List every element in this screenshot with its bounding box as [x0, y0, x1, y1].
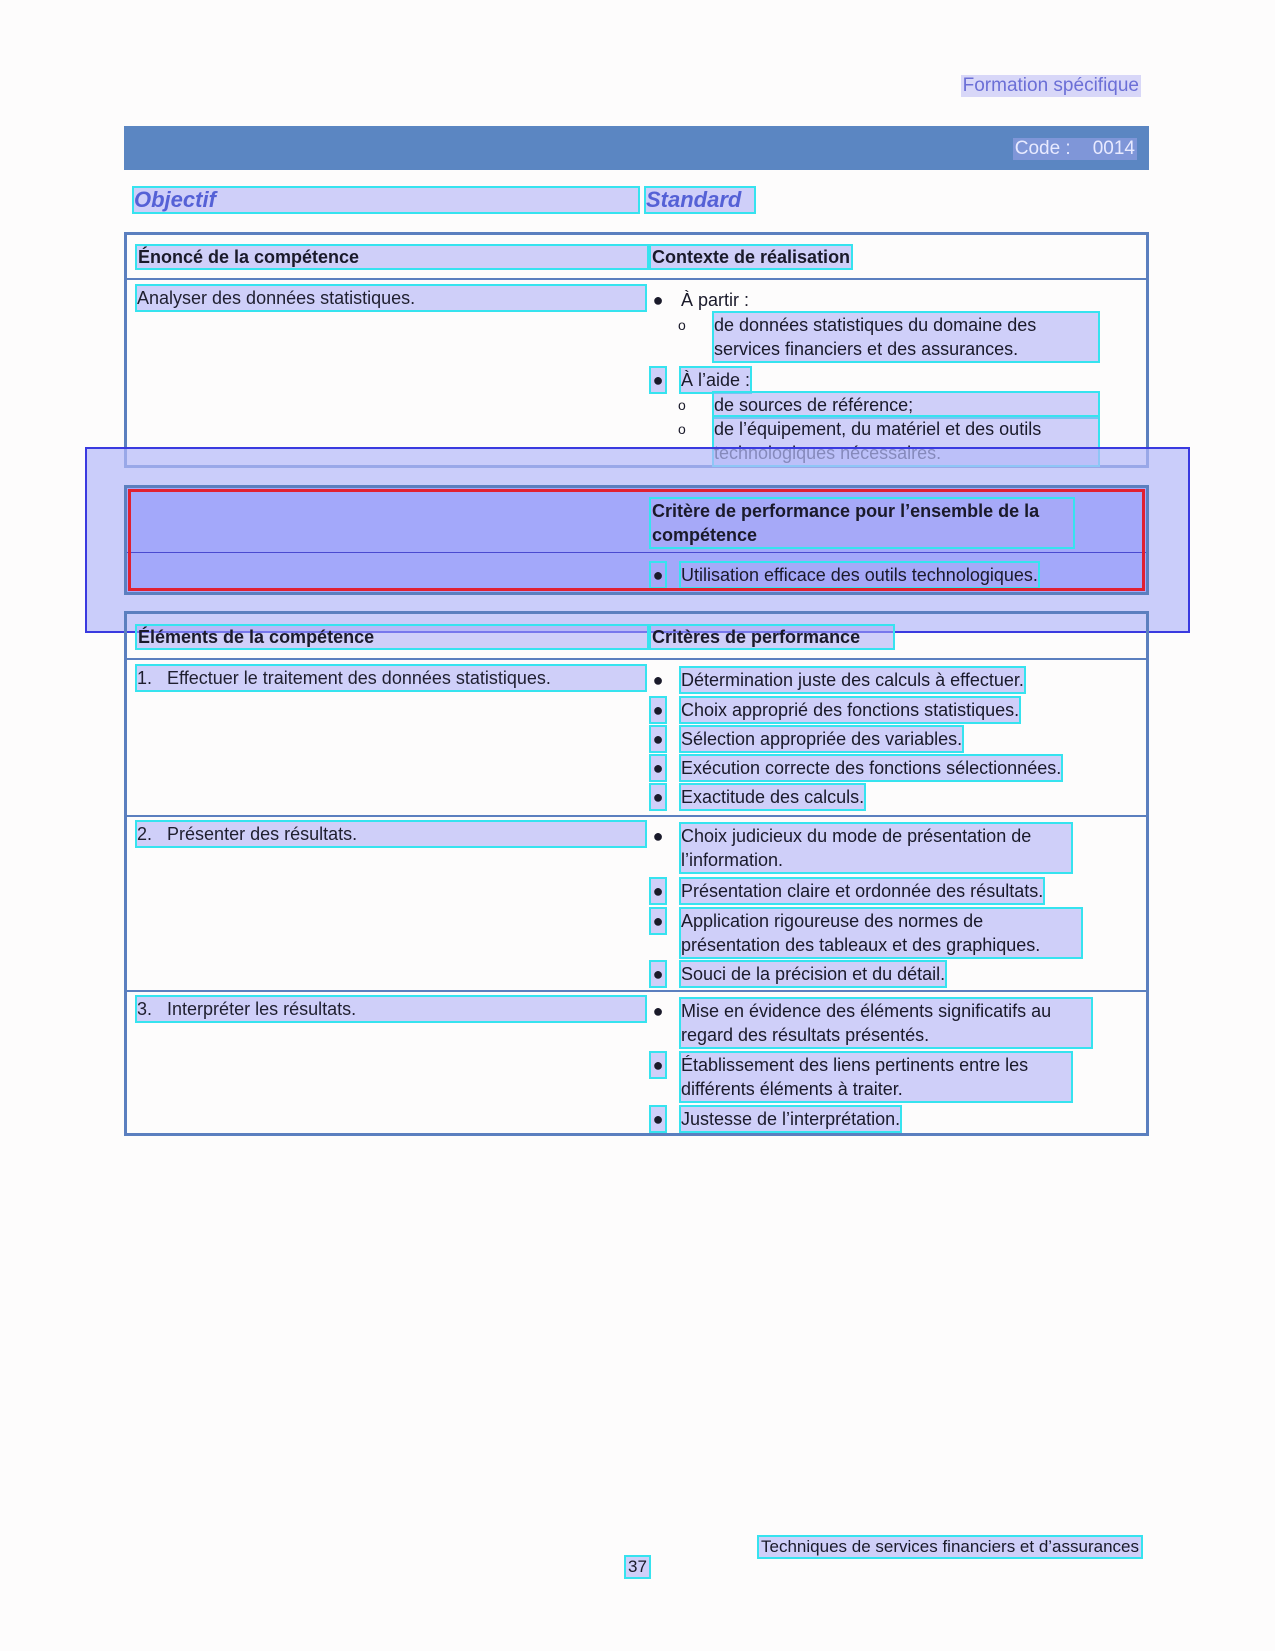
code-prefix: Code :: [1014, 138, 1071, 159]
standard-title: Standard: [646, 188, 754, 212]
criterion-item: [651, 727, 962, 751]
bullet-icon: ●: [652, 1055, 664, 1075]
bullet-icon: ●: [652, 826, 664, 846]
overall-criteria-text: Utilisation efficace des outils technologiques.: [681, 565, 1038, 585]
criterion-text: Exactitude des calculs.: [681, 787, 865, 807]
elements-header: Éléments de la compétence: [137, 626, 647, 648]
divider: [127, 278, 1146, 280]
overall-criteria-header: Critère de performance pour l’ensemble de la compétence: [651, 499, 1073, 547]
criterion-text: Justesse de l’interprétation.: [681, 1109, 901, 1129]
criterion-item: [651, 1053, 1071, 1101]
criterion-text: Application rigoureuse des normes de présentation des tableaux et des graphiques.: [681, 909, 1081, 957]
element-text: Présenter des résultats.: [167, 824, 358, 844]
competence-table: [124, 232, 1149, 468]
elements-table: [124, 611, 1149, 1136]
context-subitem: [678, 393, 1098, 417]
element-item: [137, 822, 645, 846]
bullet-icon: ●: [652, 1001, 664, 1021]
context-header: Contexte de réalisation: [652, 247, 851, 267]
competence-statement: Analyser des données statistiques.: [137, 286, 645, 310]
circle-bullet-icon: o: [678, 421, 686, 437]
context-subitem-text: de données statistiques du domaine des services financiers et des assurances.: [714, 313, 1098, 361]
criterion-item: [651, 909, 1081, 957]
criterion-text: Choix judicieux du mode de présentation de l’information.: [681, 824, 1071, 872]
circle-bullet-icon: o: [678, 317, 686, 333]
criterion-item: [651, 1107, 900, 1131]
criterion-item: [651, 698, 1019, 722]
page-number: 37: [628, 1557, 647, 1576]
context-label: À l’aide :: [681, 370, 751, 390]
bullet-icon: ●: [652, 1109, 664, 1129]
program-tag: Formation spécifique: [962, 75, 1139, 96]
element-number: 1.: [137, 668, 153, 688]
bullet-icon: ●: [652, 758, 664, 778]
bullet-icon: ●: [652, 911, 664, 931]
code-value: 0014: [1092, 138, 1135, 159]
selection-outline: [128, 489, 1145, 591]
element-text: Effectuer le traitement des données statistiques.: [167, 668, 551, 688]
context-subitem-text: de sources de référence;: [714, 393, 1098, 417]
element-text: Interpréter les résultats.: [167, 999, 357, 1019]
element-number: 2.: [137, 824, 153, 844]
criterion-text: Exécution correcte des fonctions sélectionnées.: [681, 758, 1062, 778]
context-subitem-text: de l’équipement, du matériel et des outils: [714, 417, 1098, 465]
context-item: [651, 288, 749, 312]
circle-bullet-icon: o: [678, 397, 686, 413]
criterion-item: [651, 785, 864, 809]
element-item: [137, 666, 645, 690]
footer-program: Techniques de services financiers et d’assurances: [761, 1537, 1139, 1556]
criteria-header: Critères de performance: [651, 626, 893, 648]
criterion-item: [651, 756, 1061, 780]
bullet-icon: ●: [652, 670, 664, 690]
divider: [127, 658, 1146, 660]
bullet-icon: ●: [652, 290, 664, 310]
element-number: 3.: [137, 999, 153, 1019]
bullet-icon: ●: [652, 565, 664, 585]
bullet-icon: ●: [652, 700, 664, 720]
objective-title: Objectif: [134, 188, 638, 212]
statement-header: Énoncé de la compétence: [137, 246, 647, 268]
criterion-text: Établissement des liens pertinents entre les différents éléments à traiter.: [681, 1053, 1071, 1101]
bullet-icon: ●: [652, 729, 664, 749]
code-band: [124, 126, 1149, 170]
criterion-text: Mise en évidence des éléments significatifs au regard des résultats présentés.: [681, 999, 1091, 1047]
context-subitem: [678, 313, 1098, 361]
criterion-text: Détermination juste des calculs à effectuer.: [681, 670, 1024, 690]
criterion-item: [651, 999, 1091, 1047]
bullet-icon: ●: [652, 964, 664, 984]
criterion-item: [651, 668, 1024, 692]
bullet-icon: ●: [652, 881, 664, 901]
criterion-text: Sélection appropriée des variables.: [681, 729, 963, 749]
criterion-item: [651, 879, 1043, 903]
element-item: [137, 997, 645, 1021]
criterion-text: Souci de la précision et du détail.: [681, 964, 946, 984]
code-label: [1013, 138, 1137, 160]
bullet-icon: ●: [652, 370, 664, 390]
bullet-icon: ●: [652, 787, 664, 807]
context-item: [651, 368, 750, 392]
criterion-text: Présentation claire et ordonnée des résultats.: [681, 881, 1044, 901]
criterion-item: [651, 824, 1071, 872]
divider: [127, 990, 1146, 992]
criterion-item: [651, 962, 945, 986]
criterion-text: Choix approprié des fonctions statistiques.: [681, 700, 1020, 720]
context-label: À partir :: [681, 290, 750, 310]
divider: [127, 815, 1146, 817]
